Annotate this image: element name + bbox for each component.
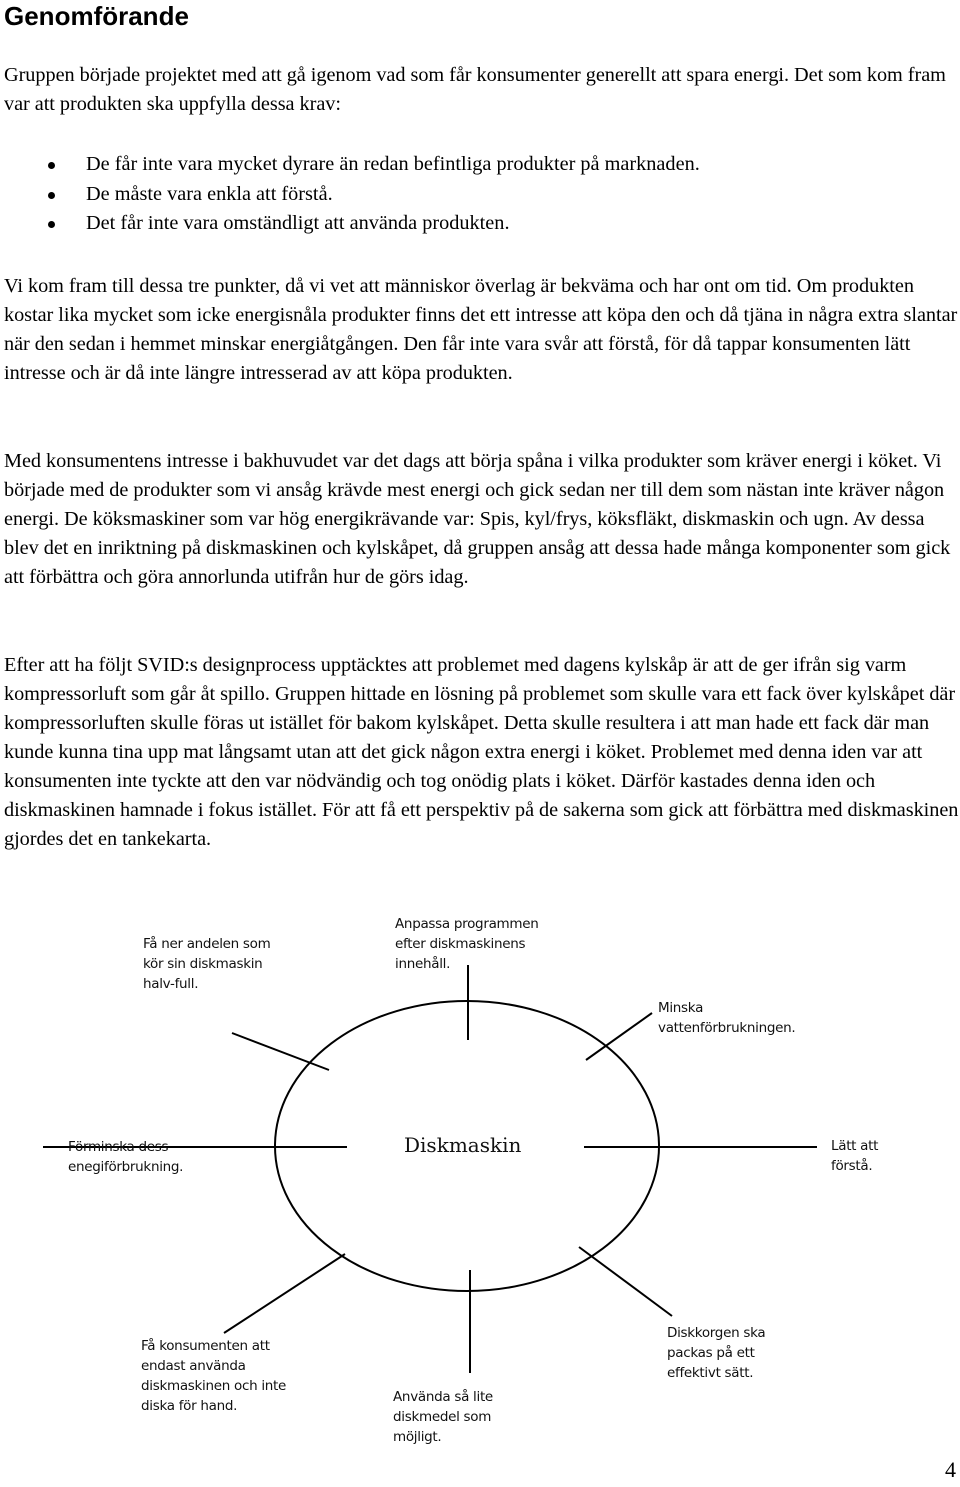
page-heading: Genomförande: [4, 1, 189, 31]
design-process-paragraph: Efter att ha följt SVID:s designprocess upptäcktes att problemet med dagens kylskåp är att de ger ifrån sig varm kompressorluft som går åt spillo. Gruppen hittade en lösning på problemet som skulle vara ett fack över kylskåpet där kompressorluften skulle föras ut istället för bakom kylskåpet. Detta skulle resultera i att man hade ett fack där man kunde kunna tina upp mat långsamt utan att det gick någon extra energi i köket. Problemet med denna iden var att konsumenten inte tyckte att den var nödvändig och tog onödig plats i köket. Därför kastades denna iden och diskmaskinen hamnade i fokus istället. För att få ett perspektiv på de sakerna som gick att förbättra med diskmaskinen gjordes det en tankekarta.: [4, 654, 959, 850]
node-easy: Lätt att förstå.: [831, 1138, 879, 1174]
list-item-text: Det får inte vara omständligt att använda produkten.: [86, 212, 510, 234]
list-item: [0, 150, 960, 180]
connector-line: [224, 1254, 345, 1333]
bullet-icon: [48, 221, 55, 228]
bullet-icon: [48, 162, 55, 169]
requirements-list: [0, 150, 960, 239]
node-programs: Anpassa programmen efter diskmaskinens innehåll.: [395, 916, 539, 972]
bullet-icon: [48, 192, 55, 199]
mind-map: [0, 905, 960, 1465]
connector-line: [232, 1033, 329, 1070]
node-only-dishwasher: Få konsumenten att endast använda diskmaskinen och inte diska för hand.: [141, 1338, 287, 1414]
mind-map-center-label: Diskmaskin: [404, 1133, 522, 1157]
page-number: 4: [945, 1457, 956, 1482]
kitchen-paragraph: Med konsumentens intresse i bakhuvudet var det dags att börja spåna i vilka produkter som kräver energi i köket. Vi började med de produkter som vi ansåg krävde mest energi och gick sedan ner till dem som nästan inte kräver någon energi. De köksmaskiner som var hög energikrävande var: Spis, kyl/frys, köksfläkt, diskmaskin och ugn. Av dessa blev det en inriktning på diskmaskinen och kylskåpet, då gruppen ansåg att dessa hade många komponenter som gick att förbättra och göra annorlunda utifrån hur de görs idag.: [4, 450, 951, 588]
list-item-text: De får inte vara mycket dyrare än redan befintliga produkter på marknaden.: [86, 153, 700, 175]
node-water: Minska vattenförbrukningen.: [658, 1000, 796, 1036]
reasoning-paragraph: Vi kom fram till dessa tre punkter, då vi vet att människor överlag är bekväma och har ont om tid. Om produkten kostar lika mycket som icke energisnåla produkter finns det ett intresse att köpa den och då tjäna in några extra slantar när den sedan i hemmet minskar energiåtgången. Den får inte vara svår att förstå, för då tappar konsumenten lätt intresse och är då inte längre intresserad av att köpa produkten.: [4, 275, 958, 384]
connector-line: [579, 1247, 672, 1316]
node-detergent: Använda så lite diskmedel som möjligt.: [393, 1389, 493, 1445]
connector-line: [586, 1013, 652, 1060]
node-energy: Förminska dess enegiförbrukning.: [68, 1139, 184, 1175]
list-item: [0, 209, 960, 239]
node-half-full: Få ner andelen som kör sin diskmaskin halv-full.: [143, 936, 271, 992]
intro-paragraph: Gruppen började projektet med att gå igenom vad som får konsumenter generellt att spara energi. Det som kom fram var att produkten ska uppfylla dessa krav:: [4, 64, 946, 115]
node-basket: Diskkorgen ska packas på ett effektivt sätt.: [667, 1325, 766, 1381]
list-item-text: De måste vara enkla att förstå.: [86, 182, 333, 205]
list-item: [0, 180, 960, 210]
